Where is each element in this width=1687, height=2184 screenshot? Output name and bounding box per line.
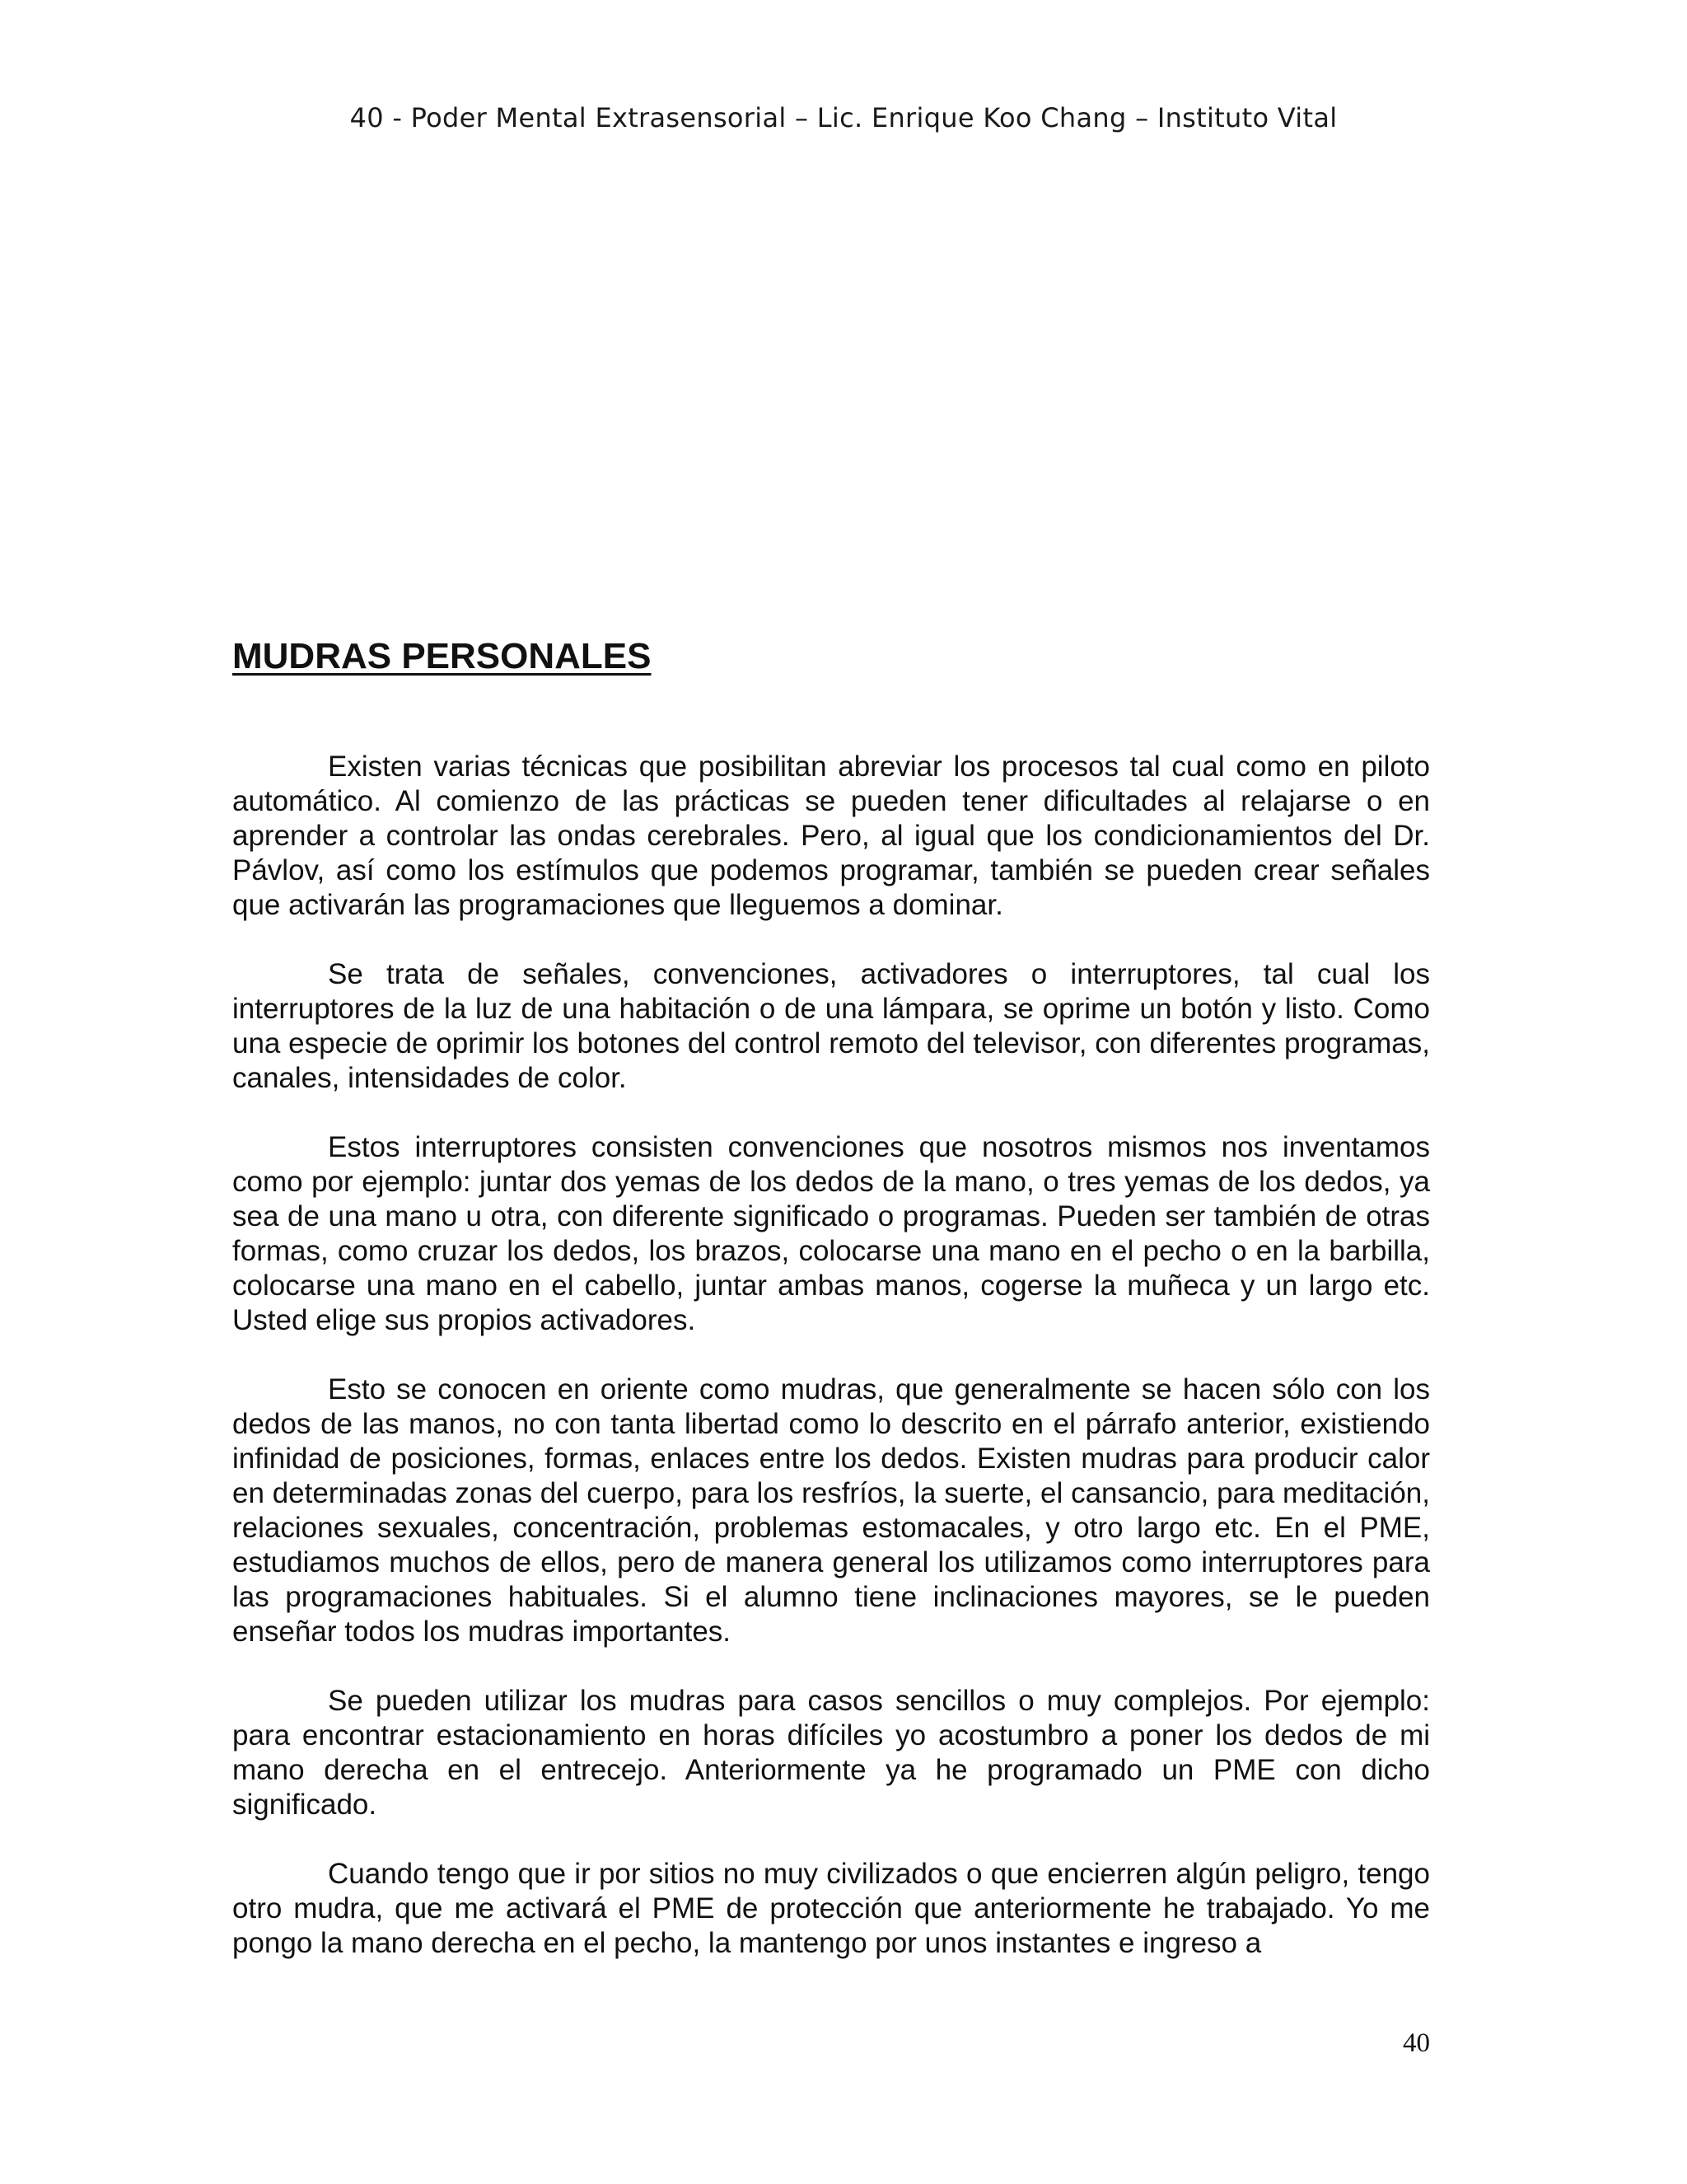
paragraph: Estos interruptores consisten convenciones que nosotros mismos nos inventamos como por ejemplo: juntar dos yemas de los dedos de la mano, o tres yemas de los dedos, ya sea de una mano u otra, con diferente significado o programas. Pueden ser también de otras formas, como cruzar los dedos, los brazos, colocarse una mano en el pecho o en la barbilla, colocarse una mano en el cabello, juntar ambas manos, cogerse la muñeca y un largo etc. Usted elige sus propios activadores. <box>232 1131 1430 1336</box>
running-header: 40 - Poder Mental Extrasensorial – Lic. Enrique Koo Chang – Instituto Vital <box>349 102 1338 133</box>
paragraph: Cuando tengo que ir por sitios no muy civilizados o que encierren algún peligro, tengo otro mudra, que me activará el PME de protección que anteriormente he trabajado. Yo me pongo la mano derecha en el pecho, la mantengo por unos instantes e ingreso a <box>232 1858 1430 1959</box>
paragraph: Se pueden utilizar los mudras para casos sencillos o muy complejos. Por ejemplo: para encontrar estacionamiento en horas difíciles yo acostumbro a poner los dedos de mi mano derecha en el entrecejo. Anteriormente ya he programado un PME con dicho significado. <box>232 1685 1430 1821</box>
section-title: MUDRAS PERSONALES <box>232 636 652 676</box>
page-number: 40 <box>1403 2028 1430 2058</box>
paragraph: Se trata de señales, convenciones, activadores o interruptores, tal cual los interruptores de la luz de una habitación o de una lámpara, se oprime un botón y listo. Como una especie de oprimir los botones del control remoto del televisor, con diferentes programas, canales, intensidades de color. <box>232 958 1430 1094</box>
paragraph: Esto se conocen en oriente como mudras, que generalmente se hacen sólo con los dedos de las manos, no con tanta libertad como lo descrito en el párrafo anterior, existiendo infinidad de posiciones, formas, enlaces entre los dedos. Existen mudras para producir calor en determinadas zonas del cuerpo, para los resfríos, la suerte, el cansancio, para meditación, relaciones sexuales, concentración, problemas estomacales, y otro largo etc. En el PME, estudiamos muchos de ellos, pero de manera general los utilizamos como interruptores para las programaciones habituales. Si el alumno tiene inclinaciones mayores, se le pueden enseñar todos los mudras importantes. <box>232 1373 1430 1648</box>
paragraph: Existen varias técnicas que posibilitan abreviar los procesos tal cual como en piloto automático. Al comienzo de las prácticas se pueden tener dificultades al relajarse o en aprender a controlar las ondas cerebrales. Pero, al igual que los condicionamientos del Dr. Pávlov, así como los estímulos que podemos programar, también se pueden crear señales que activarán las programaciones que lleguemos a dominar. <box>232 751 1430 921</box>
body-text <box>232 750 1430 1995</box>
